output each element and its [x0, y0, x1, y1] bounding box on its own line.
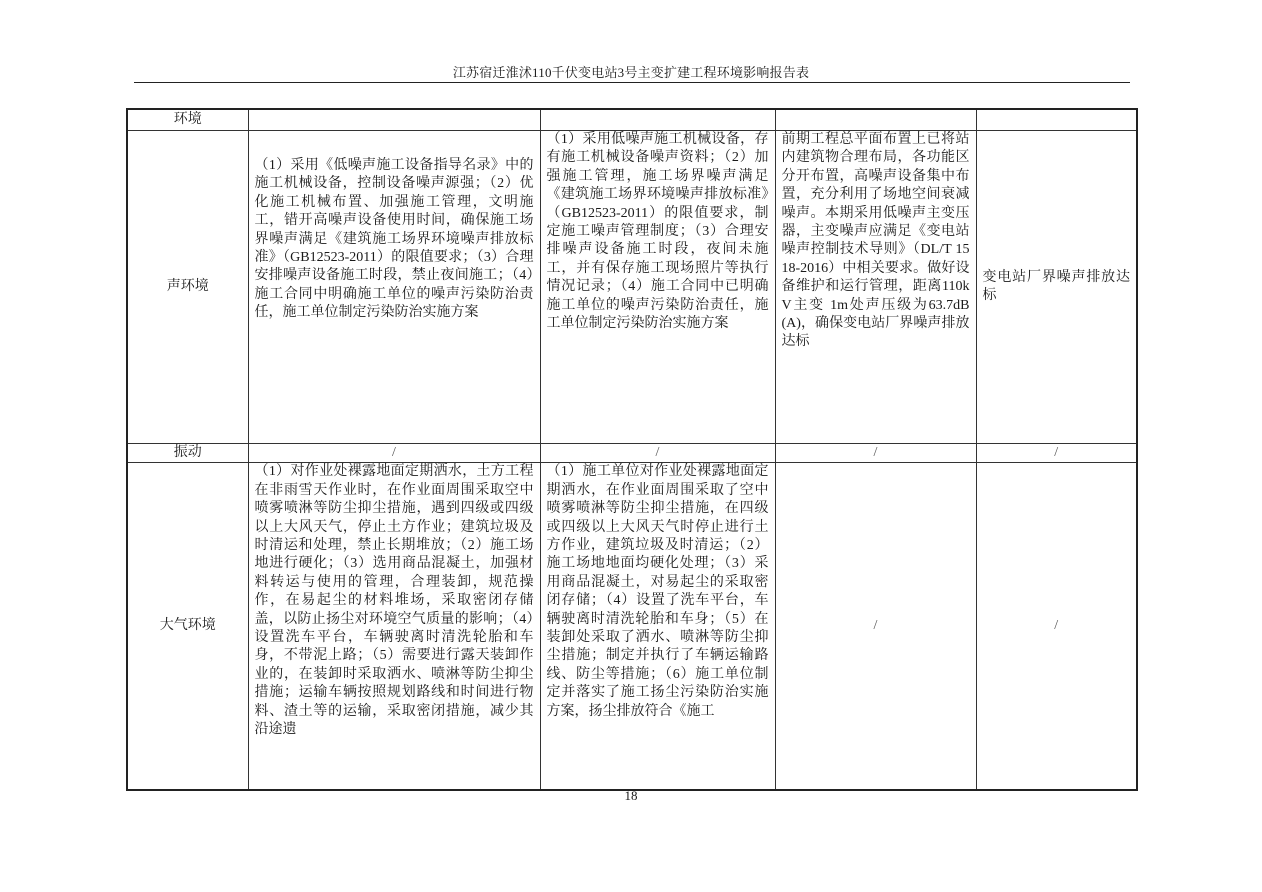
table-cell: （1）采用《低噪声施工设备指导名录》中的施工机械设备，控制设备噪声源强；（2）优化施工机械布置、加强施工管理，文明施工，错开高噪声设备使用时间，确保施工场界噪声满足《建筑施工场界环境噪声排放标准》（GB12523-2011）的限值要求；（3）合理安排噪声设备施工时段，禁止夜间施工；（4）施工合同中明确施工单位的噪声污染防治责任，施工单位制定污染防治实施方案	[248, 131, 540, 444]
table-cell: （1）施工单位对作业处裸露地面定期洒水，在作业面周围采取了空中喷雾喷淋等防尘抑尘措施，在四级或四级以上大风天气时停止进行土方作业，建筑垃圾及时清运；（2）施工场地地面均硬化处理；（3）采用商品混凝土，对易起尘的采取密闭存储；（4）设置了洗车平台，车辆驶离时清洗轮胎和车身；（5）在装卸处采取了洒水、喷淋等防尘抑尘措施；制定并执行了车辆运输路线、防尘等措施；（6）施工单位制定并落实了施工扬尘污染防治实施方案，扬尘排放符合《施工	[540, 463, 775, 791]
category-cell: 振动	[127, 444, 248, 463]
table-row	[127, 444, 1137, 463]
table-row	[127, 109, 1137, 131]
table-cell: /	[540, 444, 775, 463]
table-cell: /	[976, 444, 1137, 463]
table-cell	[248, 109, 540, 131]
category-cell: 声环境	[127, 131, 248, 444]
table-cell: （1）对作业处裸露地面定期洒水，土方工程在非雨雪天作业时，在作业面周围采取空中喷雾喷淋等防尘抑尘措施，遇到四级或四级以上大风天气，停止土方作业；建筑垃圾及时清运和处理，禁止长期堆放；（2）施工场地进行硬化；（3）选用商品混凝土，加强材料转运与使用的管理，合理装卸，规范操作，在易起尘的材料堆场，采取密闭存储盖，以防止扬尘对环境空气质量的影响；（4）设置洗车平台，车辆驶离时清洗轮胎和车身，不带泥上路；（5）需要进行露天装卸作业的，在装卸时采取洒水、喷淋等防尘抑尘措施；运输车辆按照规划路线和时间进行物料、渣土等的运输，采取密闭措施，减少其沿途遗	[248, 463, 540, 791]
table-cell: /	[976, 463, 1137, 791]
table-cell: /	[775, 444, 976, 463]
table-row	[127, 131, 1137, 444]
environmental-measures-table	[126, 108, 1138, 791]
table-cell	[540, 109, 775, 131]
table-cell: （1）采用低噪声施工机械设备，存有施工机械设备噪声资料；（2）加强施工管理，施工场界噪声满足《建筑施工场界环境噪声排放标准》（GB12523-2011）的限值要求，制定施工噪声管理制度；（3）合理安排噪声设备施工时段，夜间未施工，并有保存施工现场照片等执行情况记录；（4）施工合同中已明确施工单位的噪声污染防治责任，施工单位制定污染防治实施方案	[540, 131, 775, 444]
table-cell: 变电站厂界噪声排放达标	[976, 131, 1137, 444]
header-divider	[134, 82, 1130, 83]
table-cell	[775, 109, 976, 131]
category-cell: 大气环境	[127, 463, 248, 791]
table-row	[127, 463, 1137, 791]
category-cell: 环境	[127, 109, 248, 131]
table-cell: /	[775, 463, 976, 791]
table-cell	[976, 109, 1137, 131]
table-cell: /	[248, 444, 540, 463]
page-header-title: 江苏宿迁淮沭110千伏变电站3号主变扩建工程环境影响报告表	[452, 65, 810, 80]
page-number: 18	[624, 788, 638, 803]
table-cell: 前期工程总平面布置上已将站内建筑物合理布局，各功能区分开布置，高噪声设备集中布置，充分利用了场地空间衰减噪声。本期采用低噪声主变压器，主变噪声应满足《变电站噪声控制技术导则》（DL/T 1518-2016）中相关要求。做好设备维护和运行管理，距离110kV主变 1m处声压级为63.7dB(A)，确保变电站厂界噪声排放达标	[775, 131, 976, 444]
